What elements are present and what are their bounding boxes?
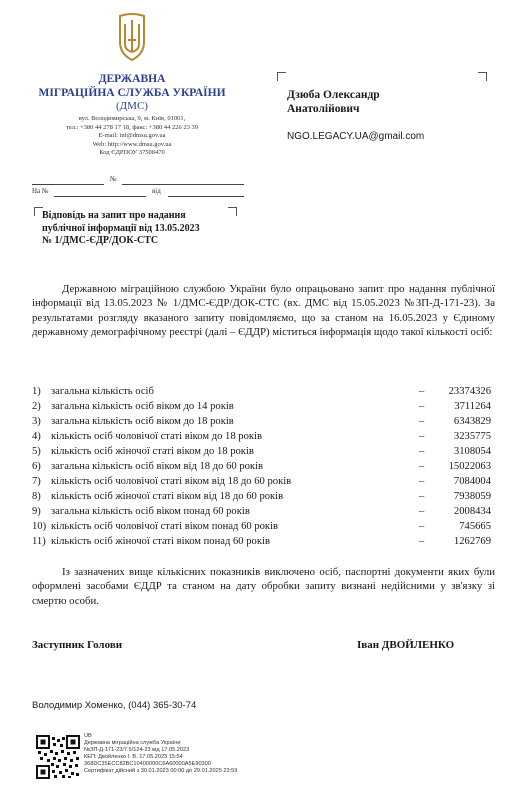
item-dash: –	[419, 476, 425, 487]
list-item	[32, 504, 495, 519]
agency-edrpou: Код ЄДРПОУ 37508470	[99, 149, 165, 156]
item-dash: –	[419, 416, 425, 427]
item-dash: –	[419, 506, 425, 517]
executor-contact: Володимир Хоменко, (044) 365-30-74	[32, 700, 197, 711]
digital-signature-certificate	[84, 733, 237, 774]
item-value: 15022063	[448, 461, 491, 472]
intro-paragraph: Державною міграційною службою України було опрацьовано запит про надання публічної інформації від 13.05.2023 № 1/ДМС-ЄДР/ДОК-СТС (вх. ДМС від 15.05.2023 №ЗП-Д-171-23). За результатами розгляду вказаного запиту повідомляємо, що за станом на 16.05.2023 у Єдиному державному демографічному реєстрі (далі – ЄДДР) міститься інформація щодо такої кількості осіб:	[32, 283, 495, 339]
signatory-name: Іван ДВОЙЛЕНКО	[357, 639, 455, 651]
item-label: загальна кількість осіб віком до 14 років	[51, 401, 234, 412]
item-number: 6)	[32, 461, 41, 472]
list-item	[32, 429, 495, 444]
recipient-name-line1: Дзюба Олександр	[287, 89, 380, 101]
agency-email: E-mail: inf@dmsu.gov.ua	[98, 132, 166, 139]
blank-line	[32, 184, 104, 185]
blank-line	[122, 184, 244, 185]
recipient-email: NGO.LEGACY.UA@gmail.com	[287, 131, 425, 142]
conclusion-paragraph: Із зазначених вище кількісних показників виключено осіб, паспортні документи яких були оформлені засобами ЄДДР та станом на дату обробки запиту визнані недійсними у зв'язку зі смертю особи.	[32, 566, 495, 607]
number-sign: №	[110, 175, 117, 183]
cert-line: Сертифікат дійсний з 30.01.2023 00:00 до 29.01.2025 23:59	[84, 767, 238, 774]
item-label: кількість осіб жіночої статі віком понад 60 років	[51, 536, 270, 547]
item-number: 3)	[32, 416, 41, 427]
list-item	[32, 414, 495, 429]
from-label: від	[152, 187, 161, 195]
qr-code-icon	[36, 735, 80, 779]
list-item	[32, 399, 495, 414]
list-item	[32, 489, 495, 504]
item-dash: –	[419, 491, 425, 502]
recipient-name	[287, 88, 380, 116]
item-label: кількість осіб жіночої статі віком до 18 років	[51, 446, 254, 457]
item-label: загальна кількість осіб віком понад 60 років	[51, 506, 250, 517]
signatory-title: Заступник Голови	[32, 639, 123, 651]
reference-line	[32, 187, 244, 199]
list-item	[32, 384, 495, 399]
agency-phones: тел.: +380 44 278 17 18, факс: +380 44 226 23 39	[65, 123, 198, 131]
item-label: загальна кількість осіб	[51, 386, 154, 397]
item-label: кількість осіб чоловічої статі віком понад 60 років	[51, 521, 278, 532]
agency-name	[20, 72, 244, 100]
agency-name-line2: МІГРАЦІЙНА СЛУЖБА УКРАЇНИ	[38, 87, 226, 99]
item-value: 3711264	[454, 401, 491, 412]
item-value: 7938059	[453, 491, 491, 502]
agency-abbreviation: (ДМС)	[116, 100, 148, 112]
agency-web: Web: http://www.dmsu.gov.ua	[92, 140, 172, 148]
item-value: 3235775	[453, 431, 491, 442]
agency-name-line1: ДЕРЖАВНА	[98, 73, 166, 85]
item-number: 4)	[32, 431, 41, 442]
item-number: 1)	[32, 386, 41, 397]
subject-line2: публічної інформації від 13.05.2023	[42, 222, 200, 234]
item-number: 9)	[32, 506, 41, 517]
subject-line3: № 1/ДМС-ЄДР/ДОК-СТС	[42, 235, 159, 246]
item-dash: –	[419, 446, 425, 457]
item-label: загальна кількість осіб віком до 18 років	[51, 416, 234, 427]
ref-label: На №	[32, 187, 49, 195]
agency-address: вул. Володимирська, 9, м. Київ, 01001,	[78, 115, 186, 122]
item-number: 10)	[32, 521, 47, 532]
blank-line	[54, 196, 146, 197]
item-number: 11)	[32, 536, 46, 547]
item-value: 7084004	[453, 476, 491, 487]
item-label: кількість осіб чоловічої статі віком до 18 років	[51, 431, 262, 442]
item-dash: –	[419, 401, 425, 412]
list-item	[32, 474, 495, 489]
cert-line: №ЗП-Д-171-23/7.5/124-23 від 17.05.2023	[84, 746, 190, 753]
item-value: 3108054	[453, 446, 491, 457]
item-dash: –	[419, 386, 425, 397]
trident-emblem-icon	[117, 12, 147, 62]
cert-line: 368DC35ECC82BC10400000C6A60000A5E90300	[84, 760, 211, 767]
item-value: 745665	[459, 521, 491, 532]
item-dash: –	[419, 521, 425, 532]
list-item	[32, 519, 495, 534]
recipient-name-line2: Анатолійович	[287, 103, 360, 115]
item-number: 8)	[32, 491, 41, 502]
agency-contacts	[20, 115, 244, 158]
recipient-bracket-right	[478, 72, 487, 81]
item-number: 7)	[32, 476, 41, 487]
statistics-list	[32, 384, 495, 549]
item-label: кількість осіб чоловічої статі віком від 18 до 60 років	[51, 476, 292, 487]
item-label: кількість осіб жіночої статі віком від 18 до 60 років	[51, 491, 284, 502]
item-value: 2008434	[453, 506, 491, 517]
item-label: загальна кількість осіб віком від 18 до 60 років	[51, 461, 264, 472]
cert-line: Державна міграційна служба України	[84, 739, 181, 746]
subject-line1: Відповідь на запит про надання	[42, 210, 186, 221]
letter-subject	[42, 210, 237, 248]
item-dash: –	[419, 461, 425, 472]
registration-number-line	[32, 175, 244, 187]
recipient-bracket-left	[277, 72, 286, 81]
list-item	[32, 459, 495, 474]
list-item	[32, 534, 495, 549]
list-item	[32, 444, 495, 459]
cert-line: UB	[84, 733, 92, 739]
item-value: 1262769	[453, 536, 491, 547]
blank-line	[168, 196, 244, 197]
item-dash: –	[419, 431, 425, 442]
item-value: 23374326	[448, 386, 491, 397]
cert-line: КЕП: Двойленко І. В. 17.05.2023 15:54	[84, 753, 183, 760]
item-number: 5)	[32, 446, 41, 457]
item-dash: –	[419, 536, 425, 547]
item-value: 6343829	[453, 416, 491, 427]
item-number: 2)	[32, 401, 41, 412]
